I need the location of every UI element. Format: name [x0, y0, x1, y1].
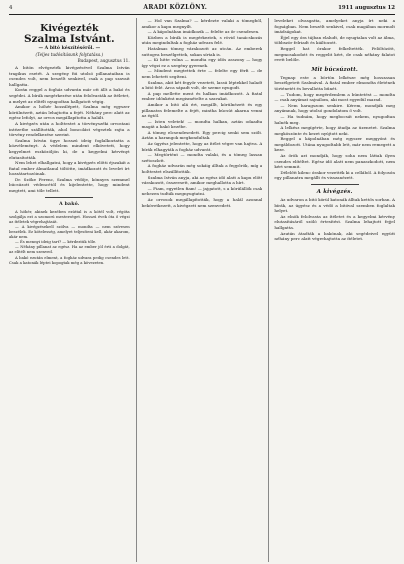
- section-body: [274, 75, 395, 181]
- article-headline: [9, 24, 130, 44]
- paragraph: Az udvaron a bitó körül katonák álltak kettős sorban. A bírák, az ügyész és a védő a bitóval szemben foglaltak helyet.: [274, 197, 396, 214]
- paragraph: — Nem haragszom senkire. Kérem, mondják meg anyámnak, hogy utolsó gondolatom ő volt.: [274, 102, 396, 114]
- column-3: [268, 18, 395, 562]
- article-body: [142, 18, 263, 208]
- masthead: [9, 4, 395, 15]
- subheadline: — A bitó készítéséről. —: [38, 46, 101, 51]
- paragraph: Korán reggel a fogház udvarán már ott állt a bakó és segédei. A bírák megérkezése után felolvasták az ítéletet, a melyet az elítélt nyugodtan hallgatott végig.: [9, 87, 130, 104]
- paragraph: — És mennyi ideig tart? — kérdeztük tőle.: [15, 239, 97, 245]
- paragraph: — Isten veletek! — mondta halkan, aztán odaadta magát a bakó kezébe.: [141, 118, 263, 130]
- article-body: [9, 65, 130, 194]
- columns: [9, 18, 395, 562]
- section-heading: Mit búcsúzott.: [311, 66, 358, 73]
- paragraph: Éjjel egy óra tájban elaludt, de nyugtalan volt az álma, többször felriadt és kiáltozott.: [274, 34, 396, 46]
- subheadline-note: (Teljes tudósításunk folytatása.): [35, 52, 104, 57]
- paragraph: Amikor a bitó alá ért, megállt, körülnézett és egy pillanatra felemelte a fejét, mintha búcsút akarna venni az égtől.: [141, 101, 263, 119]
- paragraph: — Ha tudnám, hogy megbocsát nekem, nyugodtan halnék meg.: [274, 113, 396, 125]
- dateline: Budapest, augusztus 11.: [77, 58, 130, 63]
- paragraph: — Tudom, hogy megérdemlem a büntetést — mondta — csak anyámat sajnálom, aki most egyedül marad.: [274, 91, 396, 103]
- paragraph: A fogház udvarán még sokáig álltak a fegyőrök, míg a holttestet elszállították.: [141, 163, 263, 175]
- paragraph: Szalma, akit két fegyőr vezetett, lassú léptekkel haladt a bitó felé. Arca sápadt volt, de szeme nyugodt.: [141, 79, 263, 91]
- headline-line-1: Kivégezték: [40, 23, 99, 34]
- newspaper-title: ARADI KÖZLÖNY.: [143, 4, 208, 11]
- paragraph: A kivégzés után a holttestet a törvényszéki orvostani intézetbe szállították, ahol boncolást végeztek rajta a törvény rendelkezése szerint.: [9, 120, 130, 138]
- section-body: [9, 209, 130, 265]
- paragraph: Az ügyész jelentette, hogy az ítélet végre van hajtva. A bírák elhagyták a fogház udvarát.: [141, 141, 263, 152]
- divider: [311, 184, 359, 185]
- paragraph: — Hol van Szalma? — kérdezte valaki a tömegből, amikor a kapu megnyílt.: [141, 18, 263, 29]
- paragraph: — Néhány pillanat az egész. Ha az ember jól érti a dolgát, az elítélt nem szenved.: [9, 244, 130, 255]
- divider: [45, 197, 93, 198]
- paragraph: A hóhér, akinek kezében ezúttal is a kötél volt, régóta szolgálja ezt a szomorú mesterséget. Hosszú évek óta ő végzi az ítéletek végrehajtását.: [9, 208, 130, 224]
- section-heading: A bakó.: [59, 201, 80, 207]
- paragraph: Délelőtt kilenc órakor vezették ki a cellából. A folyosón egy pillanatra megállt és visszanézett.: [274, 169, 396, 181]
- issue-date: 1911 augusztus 12: [338, 5, 395, 11]
- page-number: 4: [9, 5, 13, 11]
- paragraph: Amikor a hóhér hozzálépett, Szalma még egyszer körülnézett, aztán lehajtotta a fejét. Néhány perc alatt az egész lefolyt, az orvos megállapította a halált.: [9, 104, 130, 121]
- paragraph: Az őrök azt mondják, hogy soha nem láttak ilyen csendes elítéltet. Egész idő alatt nem panaszkodott, nem kért semmit.: [274, 153, 396, 170]
- paragraph: Közben a bírák is megérkeztek, s rövid tanácskozás után megindultak a fogház udvara felé.: [141, 34, 263, 46]
- column-1: [9, 18, 130, 562]
- paragraph: Nem lehet elhallgatni, hogy a kivégzés előtti éjszakát a fiatal ember álmatlanul töltötte, imádkozott és levelet írt hozzátartozóinak.: [9, 160, 130, 177]
- paragraph: A lelkész megígérte, hogy átadja az üzenetet. Szalma megköszönte és kezet nyújtott neki.: [274, 125, 396, 136]
- paragraph: Tegnap este a börtön lelkésze még hosszasan beszélgetett Szalmával. A fiatal ember elmondta életének történetét és bevallotta bűnét.: [274, 74, 396, 91]
- paragraph: A bakó ezután elment, a fogház udvara pedig csendes lett. Csak a katonák léptei kopogtak még a kövezeten.: [9, 254, 130, 265]
- paragraph: — A kivégzésekről szólva — mondta — nem szívesen beszélek. Ez kötelesség, amelyet teljesíteni kell, akár akarom, akár nem.: [9, 223, 130, 240]
- paragraph: Szalma István ügye hosszú ideig foglalkoztatta a közvéleményt. A védelem mindent elkövetett, hogy kegyelmet eszközöljön ki, de a kegyelmi kérvényt elutasították.: [9, 137, 130, 160]
- paragraph: — A kápolnában imádkozik — felelte az őr csendesen.: [147, 29, 260, 35]
- section-heading: A kivégzés.: [316, 189, 353, 196]
- paragraph: — Ki hitte volna — mondta egy idős asszony — hogy így végzi ez a szegény gyermek.: [141, 57, 263, 68]
- paragraph: Reggel hat órakor felkeltették. Felöltözött, megmosakodott és reggelit kért, de csak néhány falatot evett belőle.: [274, 45, 396, 63]
- section-body: [274, 197, 395, 242]
- paragraph: Az orvosok megállapították, hogy a halál azonnal bekövetkezett, a kivégzett nem szenvedett.: [141, 197, 263, 208]
- paragraph: A tömeg elcsendesedett. Egy percig senki sem szólt. Aztán a harangok megkondultak.: [141, 129, 263, 141]
- paragraph: — Mindent megtettek érte — felelte egy férfi — de nem lehetett segíteni.: [141, 68, 263, 79]
- paragraph: — Fiam, egyetlen fiam! — jajgatott, s a körülállók csak nehezen tudták megnyugtatni.: [141, 185, 263, 197]
- paragraph: Azután átadták a bakónak, aki segédeivel együtt néhány perc alatt végrehajtotta az ítéletet.: [274, 230, 396, 242]
- paragraph: Reggel a kápolnában még egyszer meggyónt és megáldozott. Utána nyugodtabb lett, már nem remegett a keze.: [274, 136, 396, 153]
- paragraph: A bitón elvégezték kivégzésével Szalma István tragikus esetét. A szegény fiú utolsó pillanataiban is csendes volt, nem beszélt senkivel, csak a pap szavait hallgatta.: [9, 65, 130, 87]
- column-2: [136, 18, 263, 562]
- paragraph: — Megtörtént — mondta valaki, és a tömeg lassan szétoszlott.: [141, 152, 263, 163]
- paragraph: Hatalmas tömeg várakozott az utcán. Az emberek suttogva beszélgettek, sokan sírtak is.: [141, 45, 263, 57]
- paragraph: A pap mellette ment és halkan imádkozott. A fiatal ember időnként megismételte a szavakat.: [141, 90, 263, 102]
- paragraph: Dr. Szőke Ferenc, Szalma védője, könnyes szemmel búcsúzott védencétől és kijelentette, hogy mindent megtett, ami tőle tellett.: [9, 176, 130, 194]
- headline-line-2: Szalma Istvánt.: [24, 32, 115, 45]
- paragraph: Az elnök felolvasta az ítéletet és a kegyelmi kérvény elutasításáról szóló értesítést. Szalma lehajtott fejjel hallgatta.: [274, 213, 396, 230]
- paragraph: Szalma István anyja, aki az egész idő alatt a kapu előtt várakozott, összeesett, amikor meghallotta a hírt.: [141, 174, 263, 186]
- article-body: [274, 18, 395, 63]
- paragraph: leveleket olvasgatta, amelyeket anyja írt neki a fogságban. Nem beszélt senkivel, csak magában mormolt imádságokat.: [274, 18, 396, 35]
